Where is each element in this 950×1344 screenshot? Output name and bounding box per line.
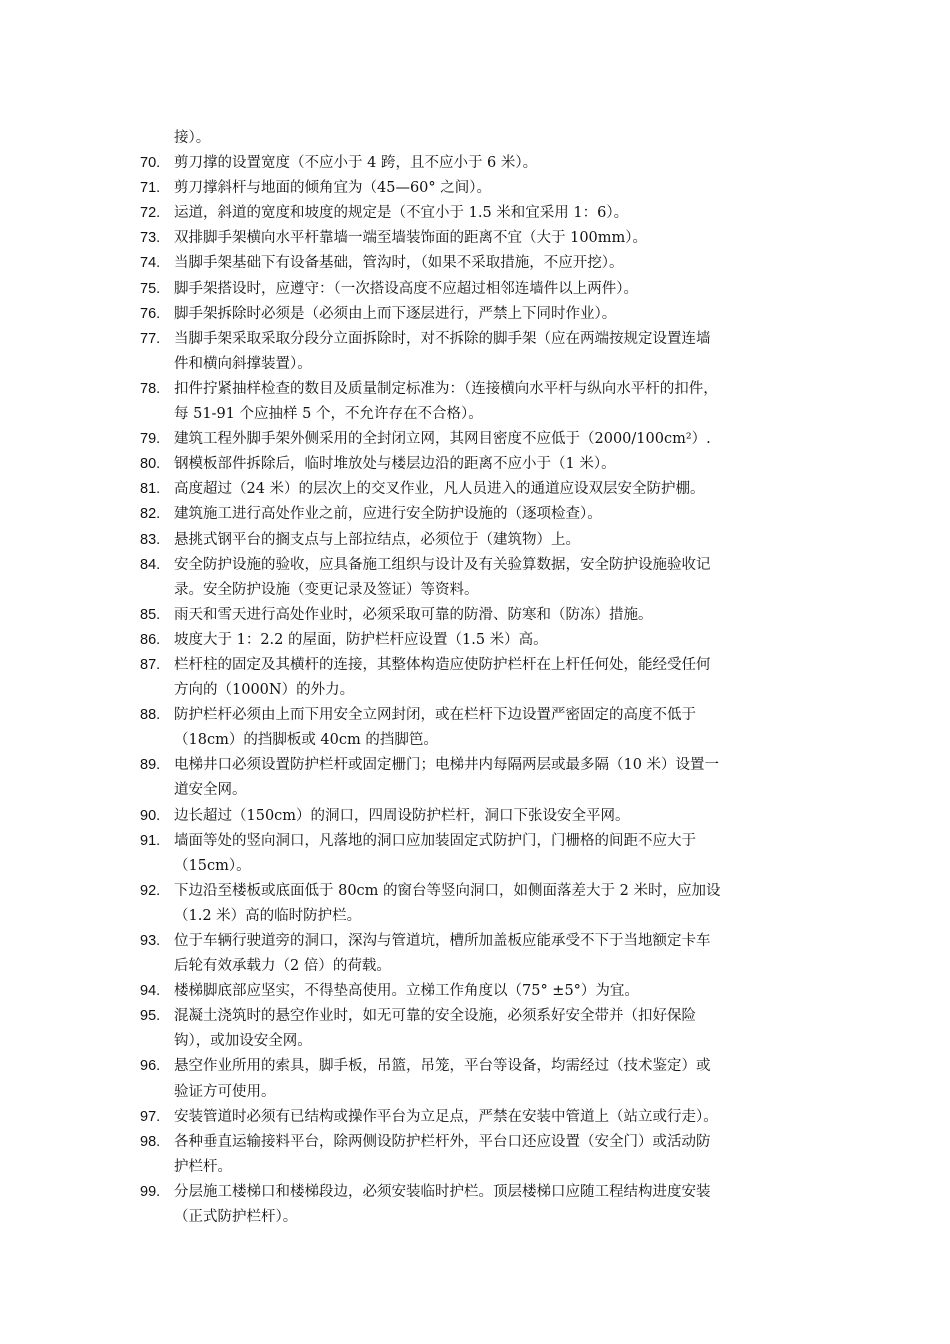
item-continuation-line: [140, 402, 820, 427]
item-text: 方向的（1000N）的外力。: [174, 682, 355, 699]
item-first-line: [140, 703, 820, 728]
item-first-line: [140, 126, 820, 151]
item-number: 80.: [140, 456, 161, 473]
item-number: 96.: [140, 1058, 161, 1075]
item-text: 建筑施工进行高处作业之前，应进行安全防护设施的（逐项检查）。: [174, 506, 602, 523]
item-continuation-line: [140, 904, 820, 929]
list-item: [140, 477, 820, 502]
item-continuation-line: [140, 678, 820, 703]
list-item: [140, 804, 820, 829]
list-item: [140, 753, 820, 803]
list-item: [140, 176, 820, 201]
item-text: 雨天和雪天进行高处作业时，必须采取可靠的防滑、防寒和（防冻）措施。: [174, 606, 653, 623]
item-number: 97.: [140, 1108, 161, 1125]
list-item: [140, 452, 820, 477]
list-item: [140, 653, 820, 703]
item-text: 混凝土浇筑时的悬空作业时，如无可靠的安全设施，必须系好安全带并（扣好保险: [174, 1008, 696, 1025]
item-text: 剪刀撑斜杆与地面的倾角宜为（45—60° 之间）。: [174, 180, 492, 197]
item-text: 坡度大于 1：2.2 的屋面，防护栏杆应设置（1.5 米）高。: [174, 631, 548, 648]
list-item: [140, 226, 820, 251]
item-number: 89.: [140, 757, 161, 774]
item-text: 脚手架搭设时，应遵守：（一次搭设高度不应超过相邻连墙件以上两件）。: [174, 280, 638, 297]
item-first-line: [140, 452, 820, 477]
item-text: 扣件拧紧抽样检查的数目及质量制定标准为：（连接横向水平杆与纵向水平杆的扣件，: [174, 380, 718, 397]
item-continuation-line: [140, 1205, 820, 1230]
list-item: [140, 879, 820, 929]
item-first-line: [140, 327, 820, 352]
item-first-line: [140, 377, 820, 402]
item-continuation-line: [140, 778, 820, 803]
item-text: 接）。: [174, 130, 211, 146]
item-number: 98.: [140, 1133, 161, 1150]
item-text: 道安全网。: [174, 782, 247, 799]
item-number: 74.: [140, 255, 161, 272]
item-first-line: [140, 879, 820, 904]
item-text: （1.2 米）高的临时防护栏。: [174, 907, 362, 924]
item-text: （正式防护栏杆）。: [174, 1209, 298, 1226]
item-number: 86.: [140, 631, 161, 648]
item-first-line: [140, 628, 820, 653]
list-item: [140, 979, 820, 1004]
item-first-line: [140, 753, 820, 778]
item-text: 脚手架拆除时必须是（必须由上而下逐层进行，严禁上下同时作业）。: [174, 305, 617, 322]
item-first-line: [140, 653, 820, 678]
list-item: [140, 553, 820, 603]
item-first-line: [140, 151, 820, 176]
item-first-line: [140, 1180, 820, 1205]
item-first-line: [140, 226, 820, 251]
item-continuation-line: [140, 352, 820, 377]
item-text: 电梯井口必须设置防护栏杆或固定栅门；电梯井内每隔两层或最多隔（10 米）设置一: [174, 757, 720, 774]
list-item: [140, 703, 820, 753]
item-number: 82.: [140, 506, 161, 523]
item-number: 77.: [140, 330, 161, 347]
item-number: 84.: [140, 556, 161, 573]
item-text: 防护栏杆必须由上而下用安全立网封闭，或在栏杆下边设置严密固定的高度不低于: [174, 707, 696, 724]
item-text: 楼梯脚底部应坚实，不得垫高使用。立梯工作角度以（75° ±5°）为宜。: [174, 983, 639, 1000]
item-first-line: [140, 502, 820, 527]
item-text: 钢模板部件拆除后，临时堆放处与楼层边沿的距离不应小于（1 米）。: [174, 456, 616, 473]
item-number: 94.: [140, 983, 161, 1000]
list-item: [140, 528, 820, 553]
list-item: [140, 929, 820, 979]
item-first-line: [140, 829, 820, 854]
item-number: 91.: [140, 832, 161, 849]
list-item: [140, 277, 820, 302]
list-item: [140, 1180, 820, 1230]
list-item: [140, 1054, 820, 1104]
item-number: 70.: [140, 155, 161, 172]
list-item: [140, 327, 820, 377]
item-first-line: [140, 603, 820, 628]
item-first-line: [140, 804, 820, 829]
item-number: 83.: [140, 531, 161, 548]
item-number: 90.: [140, 807, 161, 824]
item-first-line: [140, 929, 820, 954]
list-item: [140, 502, 820, 527]
item-number: 75.: [140, 280, 161, 297]
item-first-line: [140, 1054, 820, 1079]
item-first-line: [140, 427, 820, 452]
list-item: [140, 1105, 820, 1130]
item-first-line: [140, 1004, 820, 1029]
list-item: [140, 1130, 820, 1180]
item-first-line: [140, 477, 820, 502]
item-text: 边长超过（150cm）的洞口，四周设防护栏杆，洞口下张设安全平网。: [174, 807, 630, 824]
item-number: 79.: [140, 431, 161, 448]
item-text: 当脚手架采取采取分段分立面拆除时，对不拆除的脚手架（应在两端按规定设置连墙: [174, 330, 711, 347]
item-text: 件和横向斜撑装置）。: [174, 355, 312, 372]
item-text: 当脚手架基础下有设备基础，管沟时，（如果不采取措施，不应开挖）。: [174, 255, 624, 272]
item-first-line: [140, 251, 820, 276]
list-item: [140, 302, 820, 327]
item-text: （15cm）。: [174, 857, 251, 874]
item-first-line: [140, 302, 820, 327]
item-text: 双排脚手架横向水平杆靠墙一端至墙装饰面的距离不宜（大于 100mm）。: [174, 230, 648, 247]
item-first-line: [140, 553, 820, 578]
list-item: [140, 427, 820, 452]
list-item: [140, 151, 820, 176]
item-text: 悬挑式钢平台的搁支点与上部拉结点，必须位于（建筑物）上。: [174, 531, 580, 548]
item-text: 分层施工楼梯口和楼梯段边，必须安装临时护栏。顶层楼梯口应随工程结构进度安装: [174, 1183, 711, 1200]
list-item: [140, 1004, 820, 1054]
item-number: 78.: [140, 380, 161, 397]
item-number: 87.: [140, 656, 161, 673]
item-text: 录。安全防护设施（变更记录及签证）等资料。: [174, 581, 479, 598]
item-text: （18cm）的挡脚板或 40cm 的挡脚笆。: [174, 732, 438, 749]
item-text: 位于车辆行驶道旁的洞口，深沟与管道坑，槽所加盖板应能承受不下于当地额定卡车: [174, 933, 711, 949]
item-continuation-line: [140, 1155, 820, 1180]
list-item: [140, 126, 820, 151]
item-number: 85.: [140, 606, 161, 623]
item-text: 安全防护设施的验收，应具备施工组织与设计及有关验算数据，安全防护设施验收记: [174, 556, 711, 573]
item-text: 验证方可使用。: [174, 1083, 276, 1100]
item-text: 安装管道时必须有已结构或操作平台为立足点，严禁在安装中管道上（站立或行走）。: [174, 1108, 718, 1125]
item-number: 72.: [140, 205, 161, 222]
item-first-line: [140, 979, 820, 1004]
list-item: [140, 377, 820, 427]
item-number: 81.: [140, 481, 161, 498]
item-first-line: [140, 1105, 820, 1130]
list-item: [140, 628, 820, 653]
item-text: 墙面等处的竖向洞口，凡落地的洞口应加装固定式防护门，门栅格的间距不应大于: [174, 832, 696, 849]
item-number: 92.: [140, 882, 161, 899]
item-number: 88.: [140, 707, 161, 724]
item-text: 护栏杆。: [174, 1158, 232, 1175]
item-text: 栏杆柱的固定及其横杆的连接，其整体构造应使防护栏杆在上杆任何处，能经受任何: [174, 656, 711, 673]
item-text: 各种垂直运输接料平台，除两侧设防护栏杆外，平台口还应设置（安全门）或活动防: [174, 1133, 711, 1150]
list-item: [140, 603, 820, 628]
item-number: 73.: [140, 230, 161, 247]
item-number: 76.: [140, 305, 161, 322]
item-text: 后轮有效承载力（2 倍）的荷载。: [174, 958, 391, 975]
item-continuation-line: [140, 578, 820, 603]
list-item: [140, 251, 820, 276]
item-first-line: [140, 201, 820, 226]
item-first-line: [140, 277, 820, 302]
item-text: 钩），或加设安全网。: [174, 1033, 312, 1050]
item-number: 93.: [140, 933, 161, 949]
item-continuation-line: [140, 854, 820, 879]
item-continuation-line: [140, 728, 820, 753]
item-text: 高度超过（24 米）的层次上的交叉作业，凡人员进入的通道应设双层安全防护棚。: [174, 481, 705, 498]
item-text: 运道，斜道的宽度和坡度的规定是（不宜小于 1.5 米和宜采用 1：6）。: [174, 205, 629, 222]
list-item: [140, 829, 820, 879]
list-item: [140, 201, 820, 226]
item-first-line: [140, 1130, 820, 1155]
question-list: [140, 126, 820, 1230]
item-text: 剪刀撑的设置宽度（不应小于 4 跨，且不应小于 6 米）。: [174, 155, 538, 172]
item-number: 71.: [140, 180, 161, 197]
item-text: 每 51-91 个应抽样 5 个，不允许存在不合格）。: [174, 406, 483, 423]
item-text: 建筑工程外脚手架外侧采用的全封闭立网，其网目密度不应低于（2000/100cm²）.: [174, 431, 711, 448]
item-number: 95.: [140, 1008, 161, 1025]
item-text: 悬空作业所用的索具，脚手板，吊篮，吊笼，平台等设备，均需经过（技术鉴定）或: [174, 1058, 711, 1075]
item-continuation-line: [140, 1029, 820, 1054]
item-text: 下边沿至楼板或底面低于 80cm 的窗台等竖向洞口，如侧面落差大于 2 米时，应加设: [174, 882, 721, 899]
item-number: 99.: [140, 1183, 161, 1200]
item-continuation-line: [140, 954, 820, 979]
item-first-line: [140, 528, 820, 553]
item-first-line: [140, 176, 820, 201]
item-continuation-line: [140, 1080, 820, 1105]
